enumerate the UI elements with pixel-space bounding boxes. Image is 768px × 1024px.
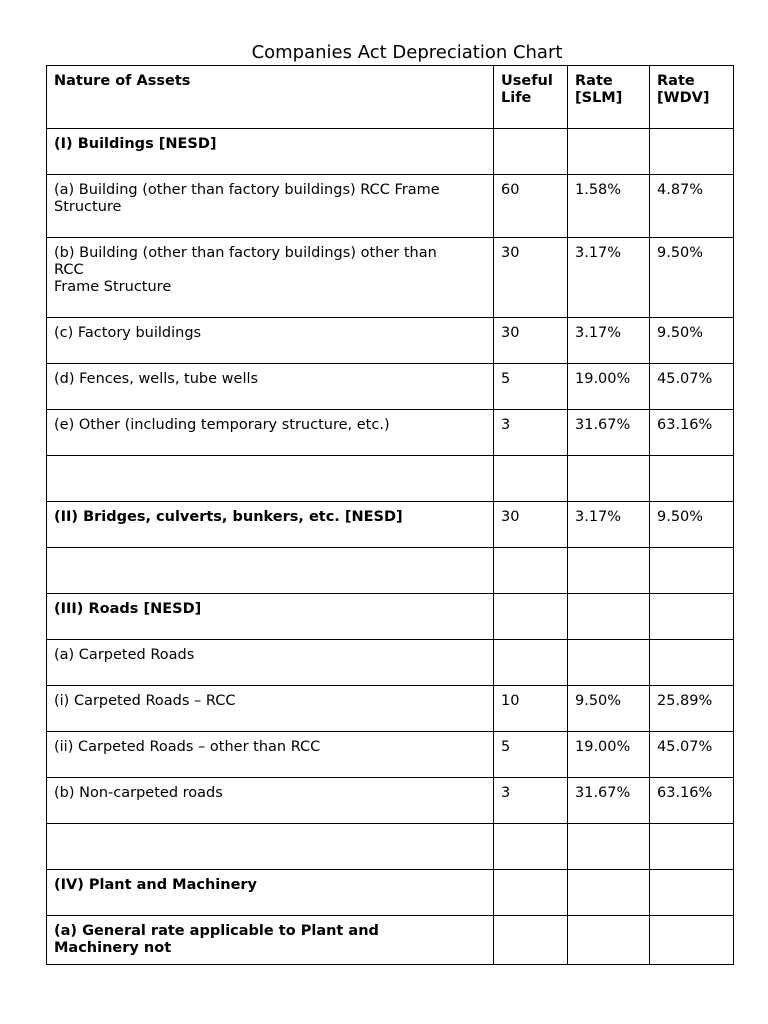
table-row (47, 870, 734, 916)
useful-life-cell: 30 (494, 238, 568, 318)
asset-cell: (e) Other (including temporary structure, etc.) (47, 410, 494, 456)
useful-life-cell: 3 (494, 410, 568, 456)
rate-wdv-cell: 63.16% (650, 410, 734, 456)
useful-life-cell: 5 (494, 732, 568, 778)
table-row (47, 364, 734, 410)
rate-wdv-cell (650, 129, 734, 175)
rate-slm-cell: 3.17% (568, 318, 650, 364)
rate-slm-cell (568, 870, 650, 916)
useful-life-cell: 30 (494, 318, 568, 364)
asset-cell: (III) Roads [NESD] (47, 594, 494, 640)
rate-slm-cell (568, 456, 650, 502)
rate-slm-cell (568, 916, 650, 965)
asset-cell: (c) Factory buildings (47, 318, 494, 364)
useful-life-cell: 60 (494, 175, 568, 238)
useful-life-cell (494, 916, 568, 965)
rate-wdv-cell: 9.50% (650, 238, 734, 318)
table-row (47, 778, 734, 824)
table-row (47, 824, 734, 870)
rate-wdv-cell: 63.16% (650, 778, 734, 824)
header-rate-slm: Rate [SLM] (568, 66, 650, 129)
table-row (47, 456, 734, 502)
useful-life-cell (494, 456, 568, 502)
asset-cell: (a) General rate applicable to Plant and Machinery not (47, 916, 494, 965)
rate-slm-cell (568, 824, 650, 870)
asset-cell (47, 824, 494, 870)
table-row (47, 640, 734, 686)
rate-wdv-cell: 45.07% (650, 732, 734, 778)
asset-cell: (a) Building (other than factory buildings) RCC Frame Structure (47, 175, 494, 238)
useful-life-cell: 3 (494, 778, 568, 824)
asset-cell (47, 456, 494, 502)
rate-wdv-cell: 4.87% (650, 175, 734, 238)
useful-life-cell (494, 640, 568, 686)
useful-life-cell (494, 548, 568, 594)
rate-slm-cell: 19.00% (568, 364, 650, 410)
rate-slm-cell: 31.67% (568, 778, 650, 824)
rate-slm-cell (568, 640, 650, 686)
table-row (47, 686, 734, 732)
table-row (47, 410, 734, 456)
table-row (47, 916, 734, 965)
table-row (47, 318, 734, 364)
useful-life-cell: 5 (494, 364, 568, 410)
rate-wdv-cell (650, 824, 734, 870)
table-row (47, 175, 734, 238)
document-title: Companies Act Depreciation Chart (251, 42, 563, 63)
useful-life-cell (494, 824, 568, 870)
rate-wdv-cell: 9.50% (650, 502, 734, 548)
table-body (47, 129, 734, 965)
useful-life-cell (494, 870, 568, 916)
table-row (47, 548, 734, 594)
rate-slm-cell: 31.67% (568, 410, 650, 456)
rate-wdv-cell: 45.07% (650, 364, 734, 410)
rate-wdv-cell (650, 916, 734, 965)
asset-cell (47, 548, 494, 594)
table-row (47, 732, 734, 778)
rate-wdv-cell: 25.89% (650, 686, 734, 732)
depreciation-table (46, 65, 734, 965)
asset-cell: (b) Non-carpeted roads (47, 778, 494, 824)
asset-cell: (IV) Plant and Machinery (47, 870, 494, 916)
rate-slm-cell: 1.58% (568, 175, 650, 238)
rate-slm-cell: 3.17% (568, 238, 650, 318)
table-row (47, 502, 734, 548)
header-useful-life: Useful Life (494, 66, 568, 129)
asset-cell: (b) Building (other than factory buildings) other than RCC Frame Structure (47, 238, 494, 318)
rate-slm-cell: 19.00% (568, 732, 650, 778)
table-row (47, 129, 734, 175)
asset-cell: (II) Bridges, culverts, bunkers, etc. [NESD] (47, 502, 494, 548)
table-row (47, 594, 734, 640)
rate-wdv-cell (650, 640, 734, 686)
rate-wdv-cell (650, 456, 734, 502)
rate-wdv-cell (650, 548, 734, 594)
rate-slm-cell: 3.17% (568, 502, 650, 548)
asset-cell: (I) Buildings [NESD] (47, 129, 494, 175)
useful-life-cell: 10 (494, 686, 568, 732)
table-row (47, 238, 734, 318)
rate-wdv-cell (650, 594, 734, 640)
rate-slm-cell (568, 129, 650, 175)
rate-slm-cell: 9.50% (568, 686, 650, 732)
asset-cell: (d) Fences, wells, tube wells (47, 364, 494, 410)
rate-slm-cell (568, 594, 650, 640)
asset-cell: (ii) Carpeted Roads – other than RCC (47, 732, 494, 778)
rate-slm-cell (568, 548, 650, 594)
table-header-row (47, 66, 734, 129)
useful-life-cell: 30 (494, 502, 568, 548)
rate-wdv-cell (650, 870, 734, 916)
header-nature-of-assets: Nature of Assets (47, 66, 494, 129)
header-rate-wdv: Rate [WDV] (650, 66, 734, 129)
useful-life-cell (494, 129, 568, 175)
asset-cell: (a) Carpeted Roads (47, 640, 494, 686)
useful-life-cell (494, 594, 568, 640)
rate-wdv-cell: 9.50% (650, 318, 734, 364)
asset-cell: (i) Carpeted Roads – RCC (47, 686, 494, 732)
